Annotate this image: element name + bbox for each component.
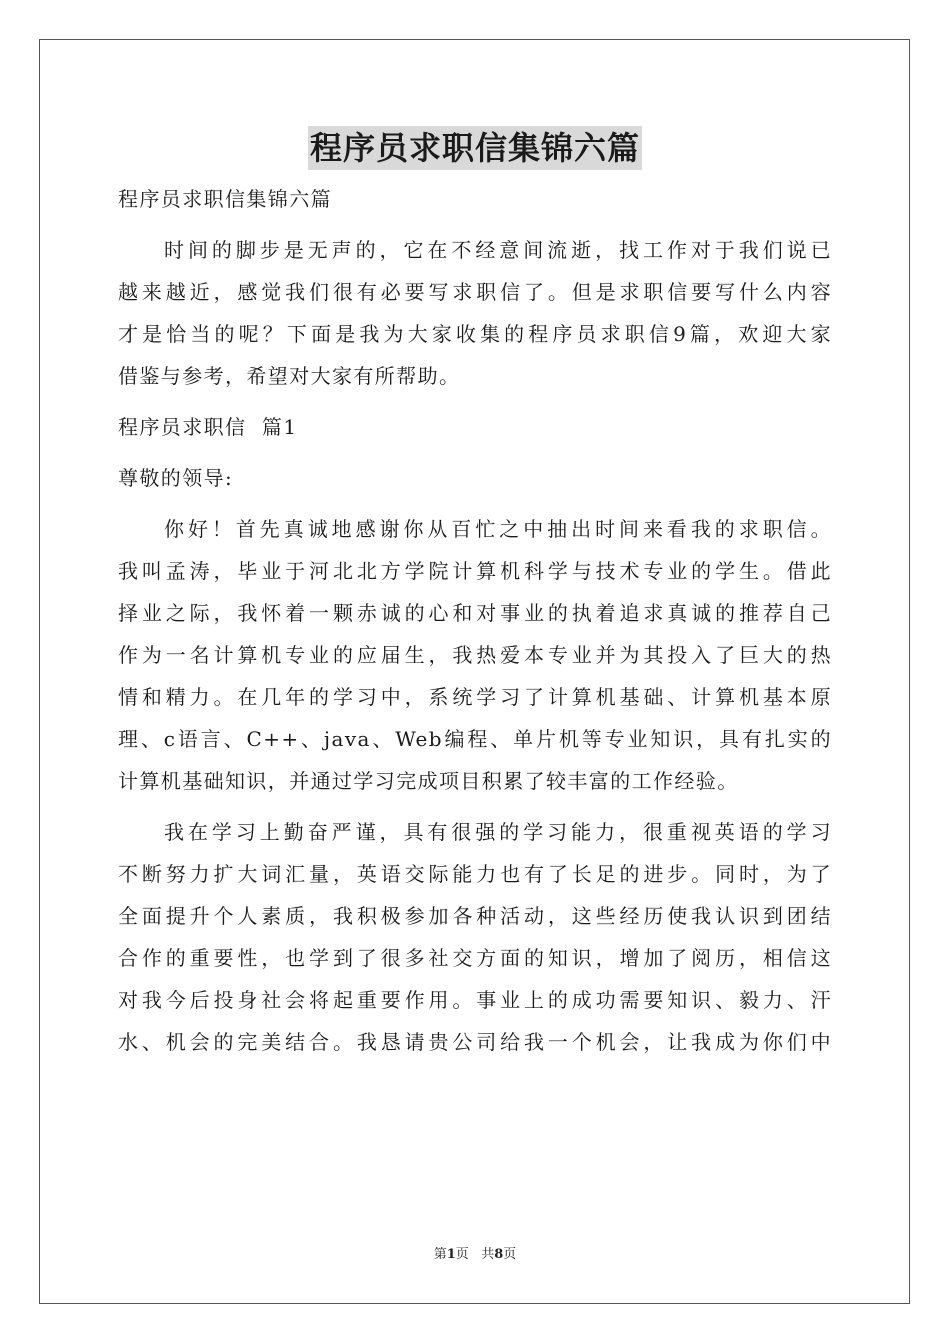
title-wrap (0, 126, 950, 170)
page-suffix: 页 (455, 1247, 469, 1262)
salutation-line: 尊敬的领导: (118, 466, 234, 490)
subtitle-line: 程序员求职信集锦六篇 (118, 187, 332, 211)
para2-line-5: 对我今后投身社会将起重要作用。事业上的成功需要知识、毅力、汗 (118, 988, 832, 1012)
total-pages: 8 (494, 1247, 504, 1262)
intro-line-2: 越来越近，感觉我们很有必要写求职信了。但是求职信要写什么内容 (118, 280, 832, 304)
para1-line-1: 你好！首先真诚地感谢你从百忙之中抽出时间来看我的求职信。 (164, 517, 832, 541)
document-body (118, 178, 832, 1063)
para2-line-1: 我在学习上勤奋严谨，具有很强的学习能力，很重视英语的学习 (164, 820, 832, 844)
para1-line-3: 择业之际，我怀着一颗赤诚的心和对事业的执着追求真诚的推荐自己 (118, 601, 832, 625)
total-prefix: 共 (481, 1247, 495, 1262)
page-number: 1 (446, 1247, 456, 1262)
intro-line-3: 才是恰当的呢？下面是我为大家收集的程序员求职信9篇，欢迎大家 (118, 322, 832, 346)
para2-line-2: 不断努力扩大词汇量，英语交际能力也有了长足的进步。同时，为了 (118, 862, 832, 886)
para1-line-5: 情和精力。在几年的学习中，系统学习了计算机基础、计算机基本原 (118, 685, 832, 709)
total-suffix: 页 (503, 1247, 517, 1262)
section-heading: 程序员求职信 篇1 (118, 415, 298, 439)
intro-line-1: 时间的脚步是无声的，它在不经意间流逝，找工作对于我们说已 (164, 238, 832, 262)
para2-line-6: 水、机会的完美结合。我恳请贵公司给我一个机会，让我成为你们中 (118, 1030, 832, 1054)
para1-line-4: 作为一名计算机专业的应届生，我热爱本专业并为其投入了巨大的热 (118, 643, 832, 667)
page-prefix: 第 (433, 1247, 447, 1262)
intro-line-4: 借鉴与参考，希望对大家有所帮助。 (118, 364, 461, 388)
page-footer (0, 1243, 950, 1262)
para1-line-6: 理、c语言、C++、java、Web编程、单片机等专业知识，具有扎实的 (118, 727, 832, 751)
para2-line-3: 全面提升个人素质，我积极参加各种活动，这些经历使我认识到团结 (118, 904, 832, 928)
document-title: 程序员求职信集锦六篇 (308, 126, 642, 170)
para2-line-4: 合作的重要性，也学到了很多社交方面的知识，增加了阅历，相信这 (118, 946, 832, 970)
para1-line-7: 计算机基础知识，并通过学习完成项目积累了较丰富的工作经验。 (118, 769, 739, 793)
para1-line-2: 我叫孟涛，毕业于河北北方学院计算机科学与技术专业的学生。借此 (118, 559, 832, 583)
